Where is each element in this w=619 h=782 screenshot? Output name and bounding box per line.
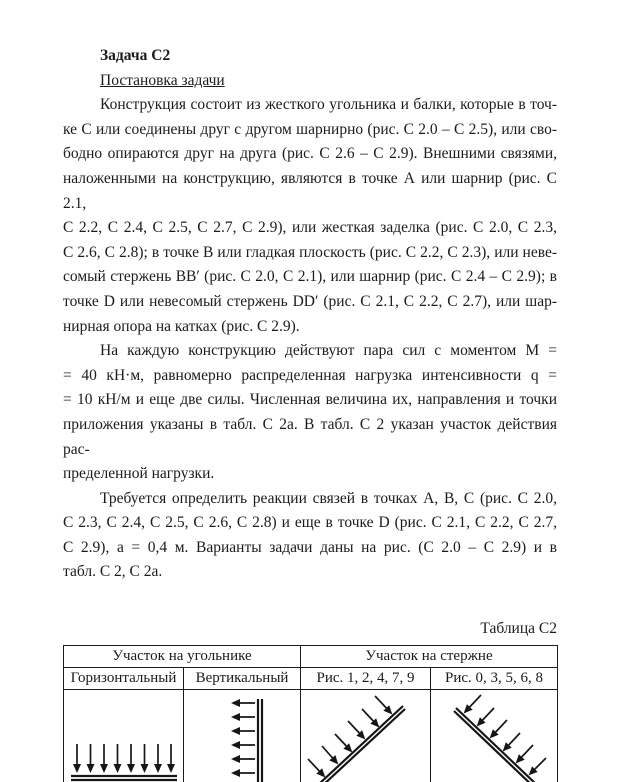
- text-line: = 10 кН/м и еще две силы. Численная величина их, направления и точки: [63, 391, 557, 409]
- text-line: точке D или невесомый стержень DD′ (рис. С 2.1, С 2.2, С 2.7), или шар-: [63, 292, 557, 310]
- diagram-cell-incline-ascending: [301, 690, 431, 782]
- table-column-header-row: [64, 668, 558, 690]
- incline-descending-distributed-load-icon: [432, 692, 556, 782]
- diagram-cell-horizontal: [64, 690, 184, 782]
- text-line: Требуется определить реакции связей в точках А, В, С (рис. С 2.0,: [100, 489, 557, 507]
- paragraph-3: [63, 487, 557, 585]
- text-line: На каждую конструкцию действуют пара сил с моментом М =: [100, 342, 557, 360]
- section-heading: Постановка задачи: [100, 71, 225, 89]
- text-line: С 2.6, С 2.8); в точке В или гладкая плоскость (рис. С 2.2, С 2.3), или неве-: [63, 243, 557, 261]
- col-header-vertical: Вертикальный: [184, 668, 301, 690]
- text-line: С 2.9), а = 0,4 м. Варианты задачи даны на рис. (С 2.0 – С 2.9) и в: [63, 538, 557, 556]
- load-section-table: [63, 645, 558, 782]
- text-line: табл. С 2, С 2а.: [63, 563, 163, 581]
- text-line: пределенной нагрузки.: [63, 465, 215, 483]
- text-line: С 2.3, С 2.4, С 2.5, С 2.6, С 2.8) и еще в точке D (рис. С 2.1, С 2.2, С 2.7,: [63, 514, 557, 532]
- col-header-fig-12479: Рис. 1, 2, 4, 7, 9: [301, 668, 431, 690]
- text-line: Конструкция состоит из жесткого угольника и балки, которые в точ-: [100, 96, 557, 114]
- diagram-cell-vertical: [184, 690, 301, 782]
- text-line: сомый стержень ВВ′ (рис. С 2.0, С 2.1), или шарнир (рис. С 2.4 – С 2.9); в: [63, 268, 557, 286]
- text-line: бодно опираются друг на друга (рис. С 2.6 – С 2.9). Внешними связями,: [63, 145, 557, 163]
- text-line: = 40 кН·м, равномерно распределенная нагрузка интенсивности q =: [63, 366, 557, 384]
- text-line: ке С или соединены друг с другом шарнирно (рис. С 2.0 – С 2.5), или сво-: [63, 120, 557, 138]
- text-line: нирная опора на катках (рис. С 2.9).: [63, 317, 300, 335]
- table-group-header-row: [64, 646, 558, 668]
- text-line: наложенными на конструкцию, являются в точке А или шарнир (рис. С 2.1,: [63, 169, 557, 212]
- vertical-distributed-load-icon: [185, 692, 300, 782]
- incline-ascending-distributed-load-icon: [303, 692, 429, 782]
- paragraph-2: [63, 339, 557, 487]
- paragraph-1: [63, 93, 557, 339]
- table-caption: Таблица С2: [480, 620, 557, 638]
- diagram-row: [64, 690, 558, 782]
- document-content: [63, 44, 557, 782]
- col-header-horizontal: Горизонтальный: [64, 668, 184, 690]
- text-line: С 2.2, С 2.4, С 2.5, С 2.7, С 2.9), или жесткая заделка (рис. С 2.0, С 2.3,: [63, 219, 557, 237]
- col-header-fig-03568: Рис. 0, 3, 5, 6, 8: [431, 668, 558, 690]
- task-title: Задача С2: [100, 47, 171, 64]
- horizontal-distributed-load-icon: [65, 692, 183, 782]
- diagram-cell-incline-descending: [431, 690, 558, 782]
- group-header-rod: Участок на стержне: [301, 646, 558, 668]
- text-line: приложения указаны в табл. С 2а. В табл. С 2 указан участок действия рас-: [63, 415, 557, 458]
- group-header-angle: Участок на угольнике: [64, 646, 301, 668]
